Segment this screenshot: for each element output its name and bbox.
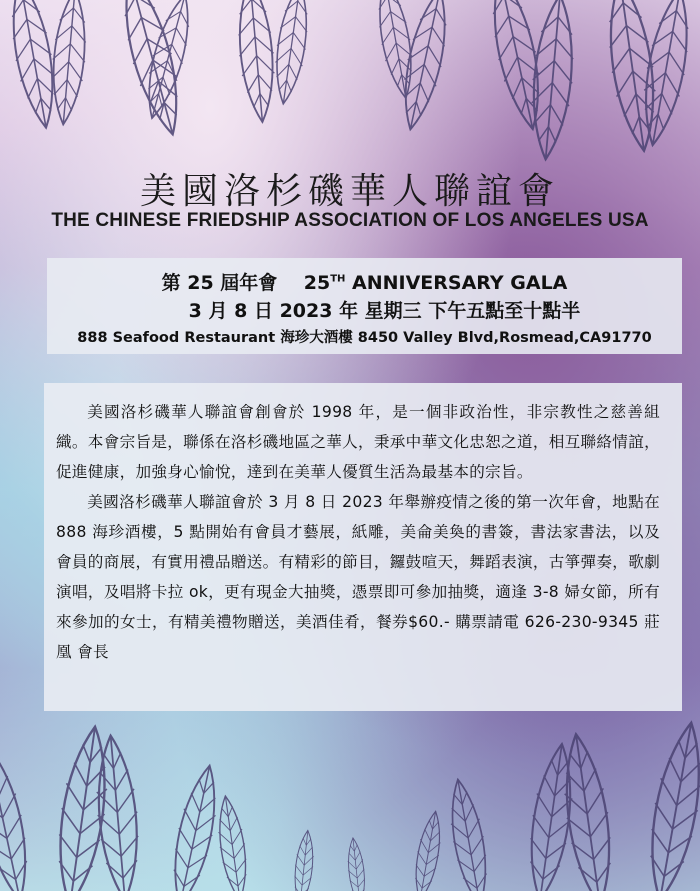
event-banner (47, 258, 682, 354)
event-venue-address: 888 Seafood Restaurant 海珍大酒樓 8450 Valley Blvd,Rosmead,CA91770 (77, 330, 652, 346)
gala-heading-ordinal: TH (330, 273, 346, 285)
association-title-english: THE CHINESE FRIEDSHIP ASSOCIATION OF LOS ANGELES USA (51, 210, 649, 231)
association-title-chinese: 美國洛杉磯華人聯誼會 (139, 171, 560, 212)
gala-heading-chinese: 第 25 屆年會 (161, 272, 278, 294)
gala-heading-number: 25 (303, 272, 331, 294)
description-paragraph-2: 美國洛杉磯華人聯誼會於 3 月 8 日 2023 年舉辦疫情之後的第一次年會，地點在 888 海珍酒樓，5 點開始有會員才藝展，紙雕，美侖美奐的書簽，書法家書法，以及會員的商展，有實用禮品贈送。有精彩的節目，鑼鼓喧天，舞蹈表演，古箏彈奏，歌劇演唱，及唱將卡拉 ok，更有現金大抽獎，憑票即可參加抽獎，適逢 3-8 婦女節，所有來參加的女士，有精美禮物贈送，美酒佳肴，餐券$60.- 購票請電 626-230-9345 莊 凰 會長 (56, 493, 660, 661)
gala-heading (47, 268, 682, 295)
description-paragraph-1: 美國洛杉磯華人聯誼會創會於 1998 年，是一個非政治性，非宗教性之慈善組織。本會宗旨是，聯係在洛杉磯地區之華人，秉承中華文化忠恕之道，相互聯絡情誼，促進健康，加強身心愉悅，達到在美華人優質生活為最基本的宗旨。 (56, 403, 660, 481)
event-date-time: 3 月 8 日 2023 年 星期三 下午五點至十點半 (188, 300, 581, 322)
description-box (44, 383, 682, 711)
gala-heading-english: ANNIVERSARY GALA (345, 272, 568, 294)
